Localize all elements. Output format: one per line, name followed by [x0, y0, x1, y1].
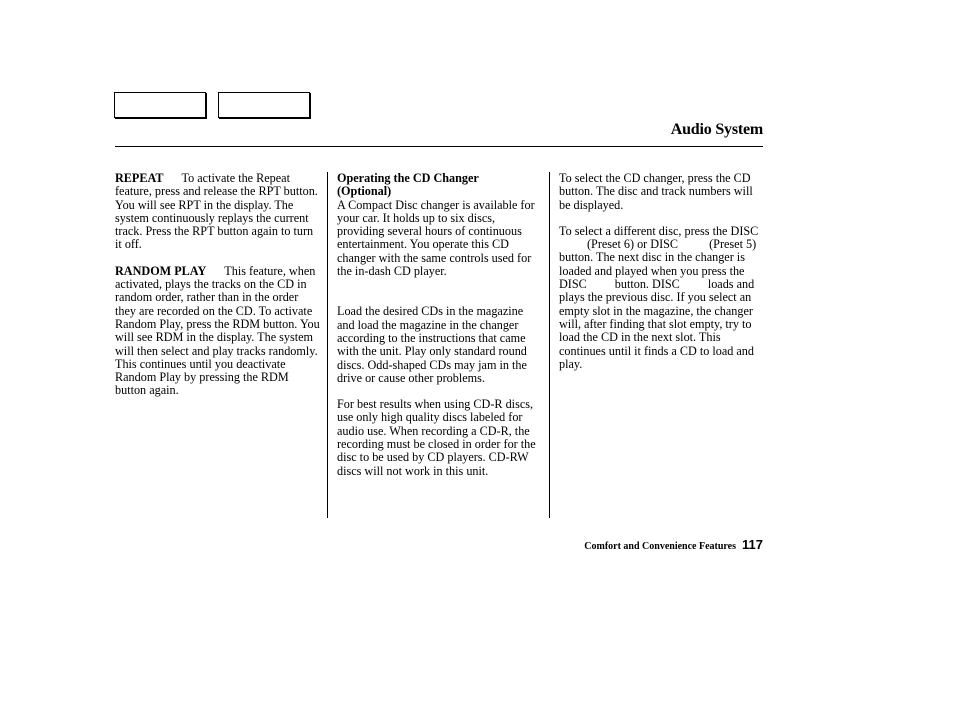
repeat-heading: REPEAT — [115, 171, 164, 185]
random-heading: RANDOM PLAY — [115, 263, 207, 278]
changer-heading-line2: (Optional) — [337, 184, 392, 199]
changer-paragraph-1: A Compact Disc changer is available for your car. It holds up to six discs, providing several hours of continuous entertainment. You operate this CD changer with the same controls used for the in-dash CD player. — [337, 197, 535, 279]
footer-section-title: Comfort and Convenience Features — [584, 541, 737, 552]
nav-previous-button[interactable] — [114, 92, 206, 118]
select-paragraph-1: To select the CD changer, press the CD button. The disc and track numbers will be displayed. — [559, 171, 753, 212]
disc-label: DISC — [730, 223, 759, 238]
random-paragraph — [115, 265, 320, 398]
repeat-text: To activate the Repeat feature, press and release the RPT button. You will see RPT in the display. The system continuously replays the current track. Press the RPT button again to turn it off. — [115, 171, 318, 252]
column-left — [115, 172, 320, 411]
page-title: Audio System — [670, 121, 763, 138]
column-divider — [327, 172, 328, 518]
select-text-e: loads and plays the previous disc. If you select an empty slot in the magazine, the changer will, after finding that slot empty, try to load the CD in the next slot. This continues until it finds a CD to load and play. — [559, 277, 755, 371]
random-text: This feature, when activated, plays the tracks on the CD in random order, rather than in the order they are recorded on the CD. To activate Random Play, press the RDM button. You will see RDM in the display. The system will then select and play tracks randomly. This continues until you deactivate Random Play by pressing the RDM button again. — [115, 263, 320, 398]
select-text-b: (Preset 6) or DISC — [587, 237, 679, 252]
changer-paragraph-3: For best results when using CD-R discs, use only high quality discs labeled for audio use. When recording a CD-R, the recording must be closed in order for the disc to be used by CD players. CD-RW discs will not work in this unit. — [337, 397, 536, 478]
nav-next-button[interactable] — [218, 92, 310, 118]
select-text-d: button. — [614, 277, 649, 292]
select-text-c: (Preset 5) button. The next disc in the changer is loaded and played when you press the DISC — [559, 237, 757, 292]
changer-heading — [337, 172, 542, 199]
disc-label: DISC — [652, 277, 680, 292]
column-middle — [337, 172, 542, 491]
changer-paragraph-2: Load the desired CDs in the magazine and load the magazine in the changer according to the instructions that came with the unit. Play only standard round discs. Odd-shaped CDs may jam in the drive or cause other problems. — [337, 304, 527, 385]
header-rule — [115, 146, 763, 147]
page-footer — [584, 536, 763, 554]
select-paragraph-2 — [559, 225, 764, 371]
column-right — [559, 172, 764, 384]
column-divider — [549, 172, 550, 518]
repeat-paragraph — [115, 172, 320, 252]
changer-heading-line1: Operating the CD Changer — [337, 171, 479, 185]
page-number: 117 — [742, 537, 763, 552]
select-text-a: To select a different disc, press the — [559, 223, 728, 238]
